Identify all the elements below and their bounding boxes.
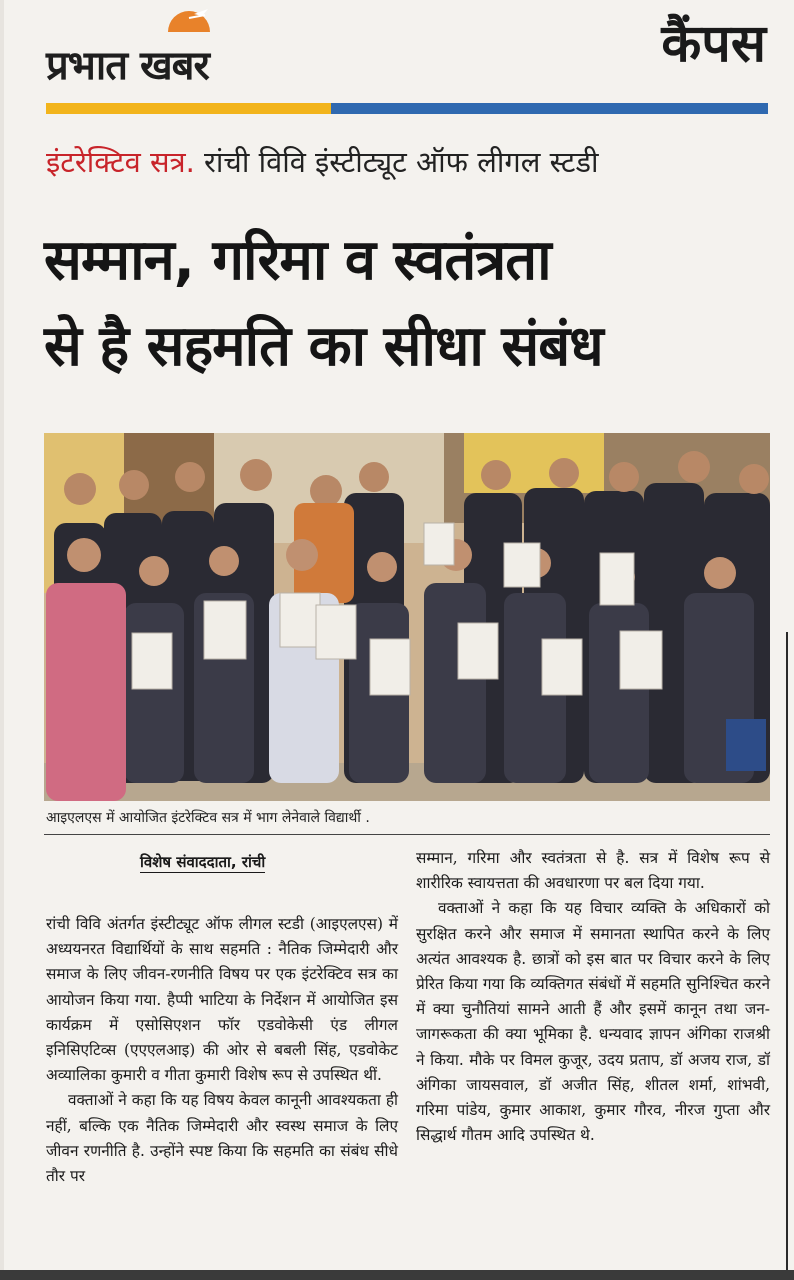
masthead-rule: [46, 103, 768, 114]
group-photo: [44, 433, 770, 801]
article-paragraph: वक्ताओं ने कहा कि यह विषय केवल कानूनी आवश्यकता ही नहीं, बल्कि एक नैतिक जिम्मेदारी और स्वस्थ समाज के लिए जीवन रणनीति है. उन्होंने स्पष्ट किया कि सहमति का संबंध सीधे तौर पर: [46, 1091, 398, 1186]
article-paragraph: रांची विवि अंतर्गत इंस्टीट्यूट ऑफ लीगल स्टडी (आइएलएस) में अध्ययनरत विद्यार्थियों के साथ सहमति : नैतिक जिम्मेदारी और समाज के लिए जीवन-रणनीति विषय पर एक इंटरेक्टिव सत्र का आयोजन किया गया. हैप्पी भाटिया के निर्देशन में आयोजित इस कार्यक्रम में एसोसिएशन फॉर एडवोकेसी एंड लीगल इनिसिएटिव्स (एएएलआइ) की ओर से बबली सिंह, एडवोकेट अव्यालिका कुमारी व गीता कुमारी विशेष रूप से उपस्थित थीं.: [46, 915, 398, 1085]
headline: [44, 218, 774, 390]
article-column-left: [46, 912, 398, 1189]
masthead: [46, 6, 766, 106]
article-paragraph: सम्मान, गरिमा और स्वतंत्रता से है. सत्र में विशेष रूप से शारीरिक स्वायत्तता की अवधारणा पर बल दिया गया.: [416, 849, 770, 893]
article-column-right: [416, 846, 770, 1148]
kicker-subject: रांची विवि इंस्टीट्यूट ऑफ लीगल स्टडी: [204, 145, 599, 179]
article-paragraph: वक्ताओं ने कहा कि यह विचार व्यक्ति के अधिकारों को सुरक्षित करने और समाज में समानता स्थापित करने के लिए अत्यंत आवश्यक है. छात्रों को इस बात पर विचार करने के लिए प्रेरित किया गया कि व्यक्तिगत संबंधों में सहमति सुनिश्चित करने में क्या चुनौतियां सामने आती हैं और इसमें कानून तथा जन-जागरूकता की क्या भूमिका है. धन्यवाद ज्ञापन अंगिका राजश्री ने किया. मौके पर विमल कुजूर, उदय प्रताप, डॉ अजय राज, डॉ अंगिका जायसवाल, डॉ अजीत सिंह, शीतल शर्मा, शांभवी, गरिमा पांडेय, कुमार आकाश, कुमार गौरव, नीरज गुप्ता और सिद्धार्थ गौतम आदि उपस्थित थे.: [416, 899, 770, 1145]
kicker: [46, 142, 770, 181]
rule-yellow: [46, 103, 331, 114]
headline-line-1: सम्मान, गरिमा व स्वतंत्रता: [44, 228, 551, 293]
section-title: कैंपस: [661, 14, 766, 74]
rising-sun-logo-icon: [164, 8, 214, 34]
byline: विशेष संवाददाता, रांची: [140, 853, 266, 871]
page-border: [786, 632, 788, 1272]
photo-caption: आइएलएस में आयोजित इंटरेक्टिव सत्र में भाग लेनेवाले विद्यार्थी .: [46, 810, 370, 826]
bottom-bar: [0, 1270, 794, 1280]
group-photo-illustration: [44, 433, 770, 801]
headline-line-2: से है सहमति का सीधा संबंध: [44, 314, 603, 379]
page-edge: [0, 0, 4, 1280]
kicker-label: इंटरेक्टिव सत्र.: [46, 145, 195, 179]
rule-blue: [331, 103, 768, 114]
caption-divider: [44, 834, 770, 835]
newspaper-brand: प्रभात खबर: [46, 43, 209, 89]
